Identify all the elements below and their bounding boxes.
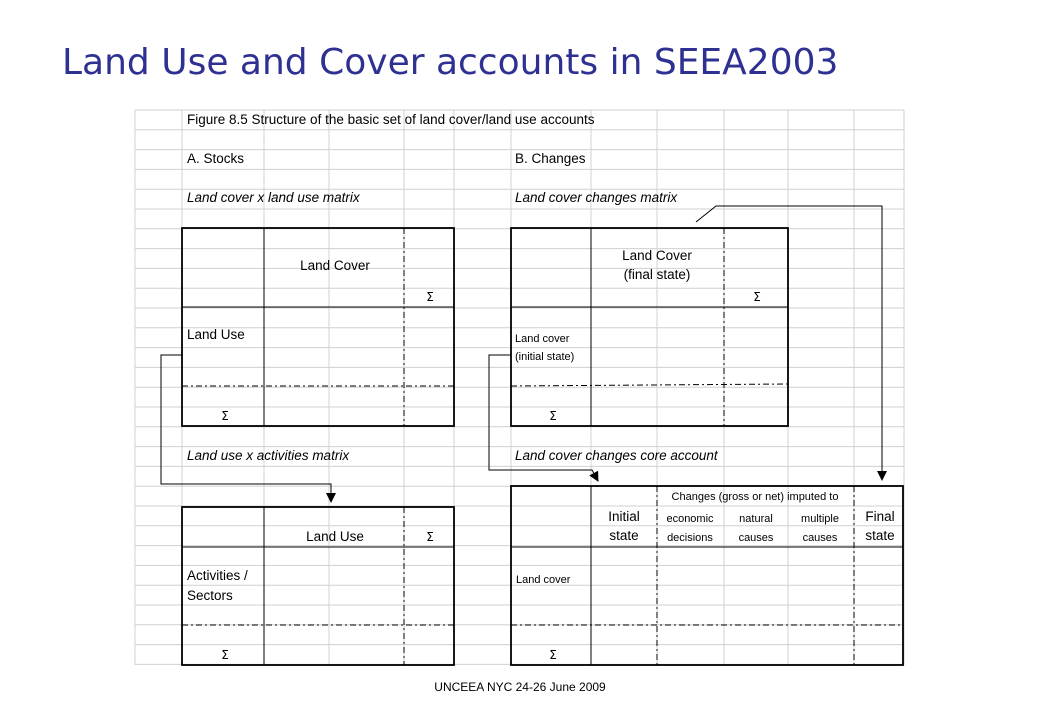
- core-natural-line2: causes: [738, 532, 774, 544]
- activities-sigma-col: Σ: [426, 530, 434, 544]
- changes-total-row-divider: [511, 384, 788, 386]
- changes-col-header-line1: Land Cover: [622, 248, 692, 263]
- changes-sigma-col: Σ: [753, 290, 761, 304]
- core-natural-line1: natural: [739, 513, 773, 525]
- core-multiple-line1: multiple: [801, 513, 839, 525]
- section-a-label: A. Stocks: [187, 151, 245, 166]
- core-initial-line2: state: [609, 528, 639, 543]
- core-account-box: [511, 486, 903, 665]
- figure-caption: Figure 8.5 Structure of the basic set of land cover/land use accounts: [187, 112, 595, 127]
- activities-col-header: Land Use: [306, 529, 364, 544]
- activities-row-header-line2: Sectors: [187, 588, 233, 603]
- core-final-line1: Final: [865, 509, 895, 524]
- slide-footer: UNCEEA NYC 24-26 June 2009: [434, 680, 606, 694]
- activities-sigma-row: Σ: [221, 648, 229, 662]
- stocks-sigma-row: Σ: [221, 409, 229, 423]
- slide-title: Land Use and Cover accounts in SEEA2003: [62, 42, 839, 83]
- changes-row-header-line1: Land cover: [515, 333, 570, 345]
- changes-row-header-line2: (initial state): [515, 351, 575, 363]
- stocks-sigma-col: Σ: [426, 290, 434, 304]
- stocks-row-header: Land Use: [187, 327, 245, 342]
- activities-matrix-box: [182, 507, 454, 665]
- core-economic-line2: decisions: [667, 532, 713, 544]
- activities-row-header-line1: Activities /: [187, 568, 248, 583]
- changes-matrix-box: [511, 228, 788, 426]
- land-use-to-activities-arrow: [161, 355, 331, 502]
- core-row-header: Land cover: [516, 574, 571, 586]
- core-sigma-row: Σ: [549, 648, 557, 662]
- core-multiple-line2: causes: [802, 532, 838, 544]
- core-account-label: Land cover changes core account: [515, 448, 718, 463]
- activities-matrix-label: Land use x activities matrix: [187, 448, 350, 463]
- section-b-label: B. Changes: [515, 151, 586, 166]
- core-changes-header: Changes (gross or net) imputed to: [671, 491, 839, 503]
- stocks-matrix-box: [182, 228, 454, 426]
- core-economic-line1: economic: [666, 513, 714, 525]
- stocks-col-header: Land Cover: [300, 258, 370, 273]
- changes-sigma-row: Σ: [549, 409, 557, 423]
- changes-col-header-line2: (final state): [623, 267, 691, 282]
- changes-matrix-label: Land cover changes matrix: [515, 190, 678, 205]
- core-final-line2: state: [865, 528, 895, 543]
- core-initial-line1: Initial: [608, 509, 640, 524]
- stocks-matrix-label: Land cover x land use matrix: [187, 190, 360, 205]
